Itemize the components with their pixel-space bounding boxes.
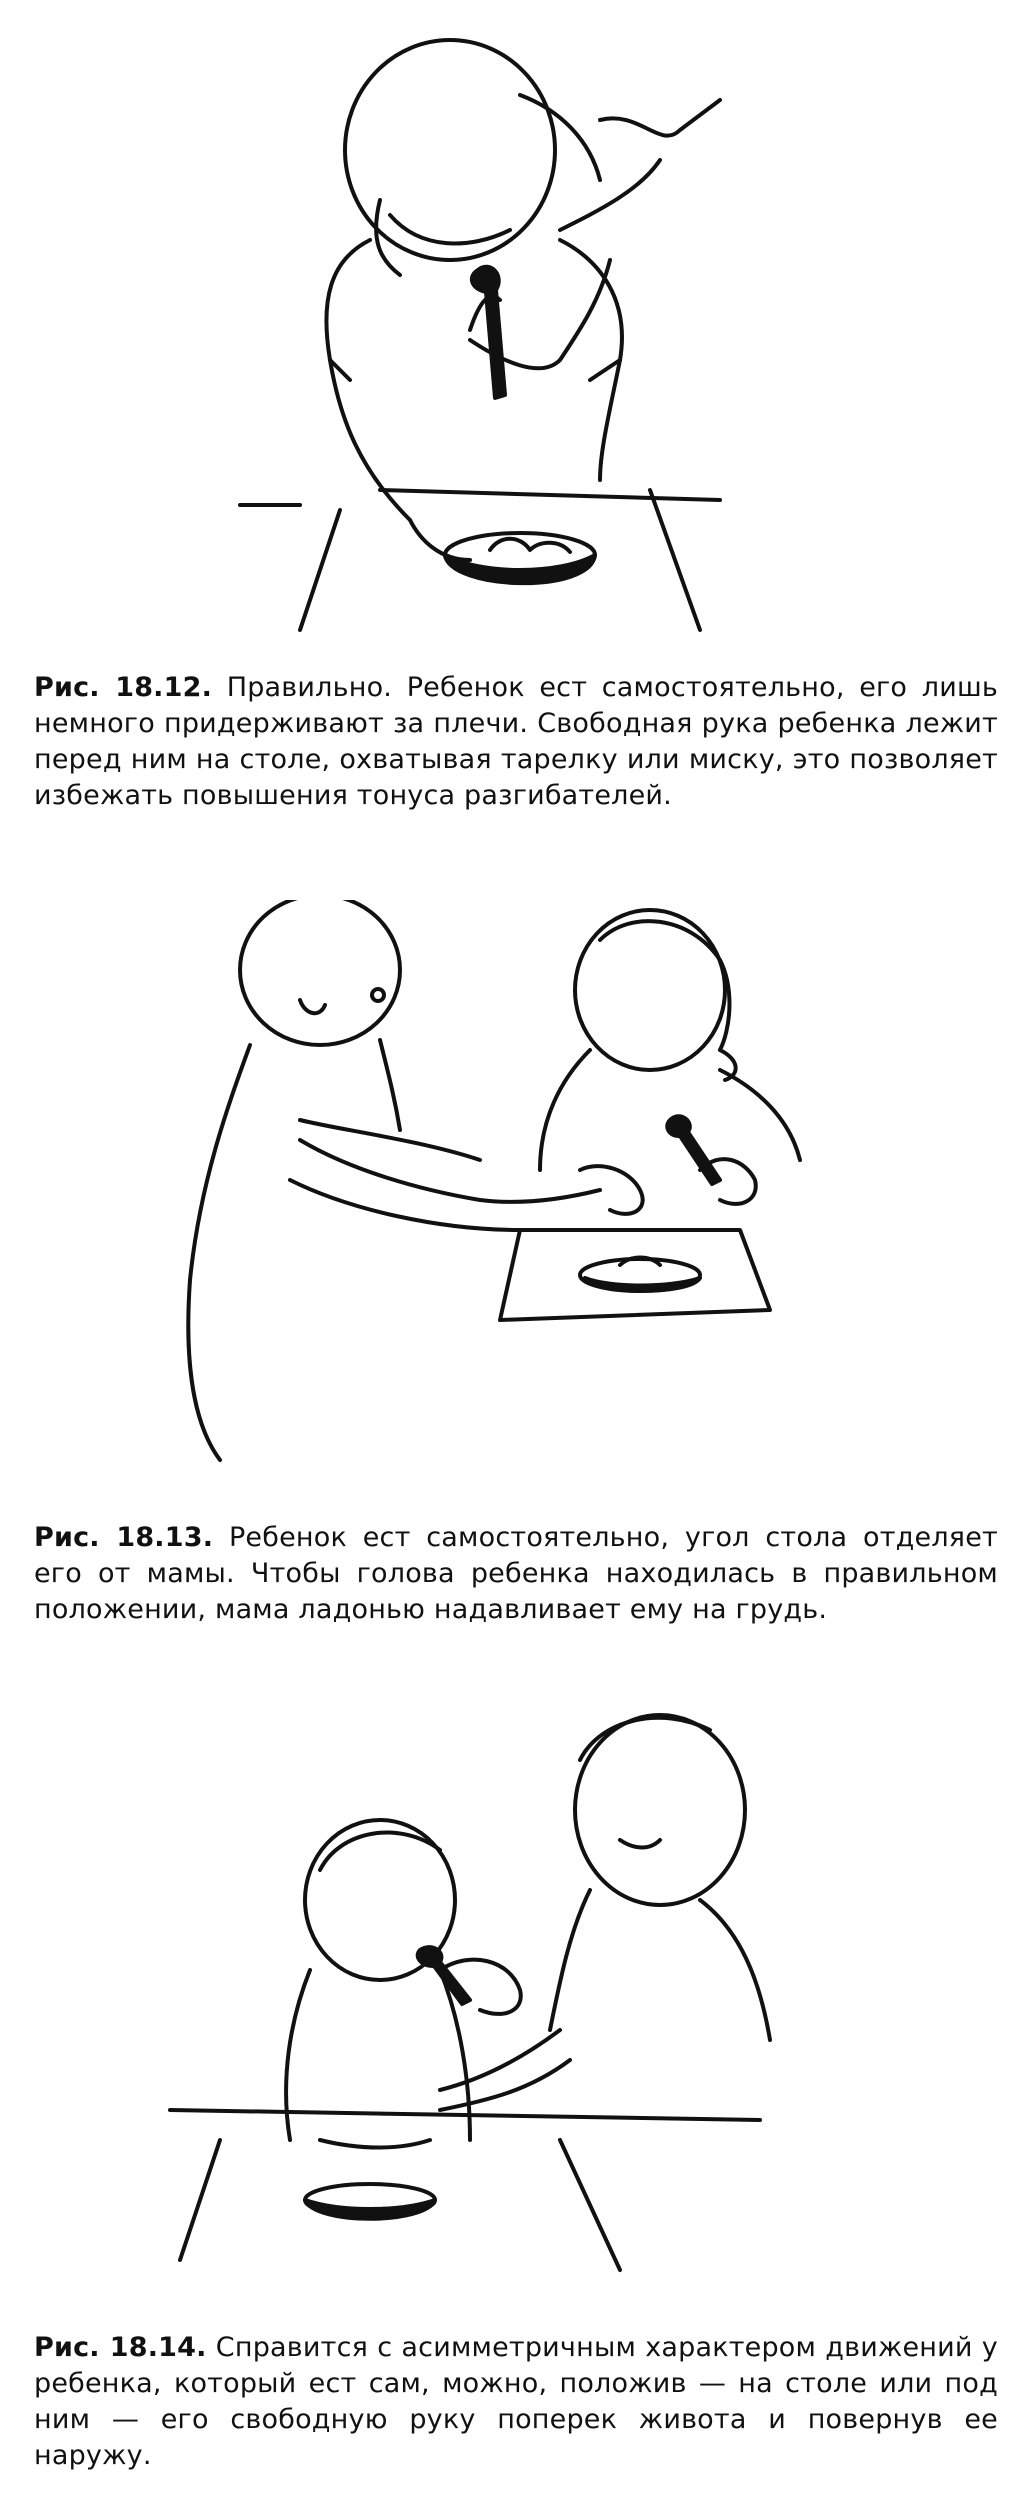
caption-18-12 <box>34 670 998 814</box>
caption-18-14 <box>34 2330 998 2474</box>
caption-label: Рис. 18.12. <box>34 672 213 703</box>
caption-text: Справится с асимметричным характером движений у ребенка, который ест сам, можно, положив — на столе или под ним — его свободную руку поперек живота и повернув ее наружу. <box>34 2332 998 2471</box>
caption-18-13 <box>34 1520 998 1628</box>
caption-label: Рис. 18.14. <box>34 2332 207 2363</box>
child-arm-across-belly-drawing <box>0 1700 1032 2300</box>
mother-pressing-child-chest-drawing <box>0 900 1032 1500</box>
caption-text: Правильно. Ребенок ест самостоятельно, его лишь немного придерживают за плечи. Свободная рука ребенка лежит перед ним на столе, охватывая тарелку или миску, это позволяет избежать повышения тонуса разгибателей. <box>34 672 998 811</box>
illustration-18-13 <box>0 900 1032 1500</box>
child-eating-held-by-shoulders-drawing <box>0 0 1032 640</box>
caption-text: Ребенок ест самостоятельно, угол стола отделяет его от мамы. Чтобы голова ребенка находилась в правильном положении, мама ладонью надавливает ему на грудь. <box>34 1522 998 1625</box>
caption-label: Рис. 18.13. <box>34 1522 214 1553</box>
illustration-18-12 <box>0 0 1032 640</box>
illustration-18-14 <box>0 1700 1032 2300</box>
